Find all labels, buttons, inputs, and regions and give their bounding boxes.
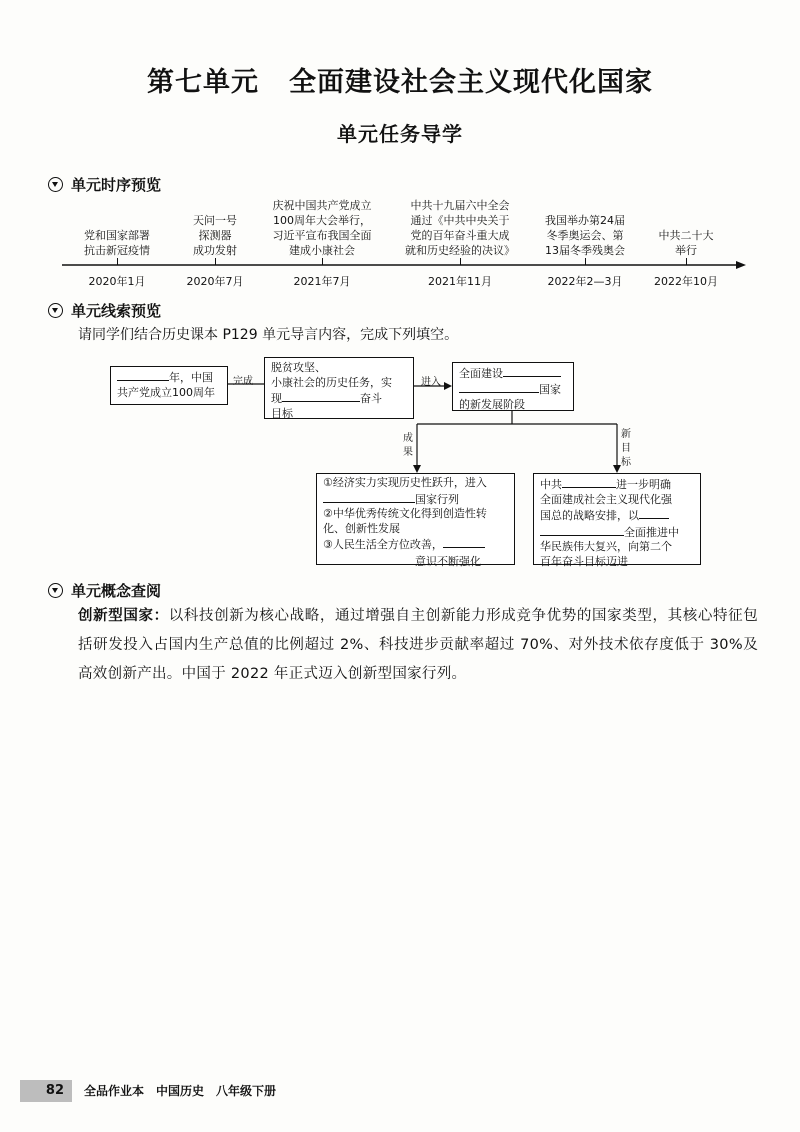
clues-heading-label: 单元线索预览 [71,301,162,320]
fill-blank[interactable] [540,524,624,536]
timeline-event-line: 天问一号 [193,214,237,227]
timeline-heading-label: 单元时序预览 [71,175,162,194]
timeline-event-line: 100周年大会举行， [273,214,371,227]
fill-blank[interactable] [323,553,415,565]
fill-blank[interactable] [443,536,485,548]
fill-blank[interactable] [503,365,561,377]
box-centenary: 年，中国 共产党成立100周年 [110,366,228,405]
timeline-event-line: 我国举办第24届 [545,214,625,227]
concept-term: 创新型国家： [78,608,169,624]
fill-blank[interactable] [639,507,669,519]
timeline-event-line: 中共十九届六中全会 [410,199,510,212]
timeline-date: 2022年2—3月 [547,275,623,288]
timeline-event-line: 举行 [675,244,697,257]
fill-blank[interactable] [562,476,616,488]
timeline-date: 2020年7月 [186,275,244,288]
timeline-event-line: 党的百年奋斗重大成 [410,229,510,242]
timeline-event-line: 13届冬季残奥会 [545,244,625,257]
footer-info [84,1082,288,1099]
concept-paragraph [78,602,758,689]
timeline-event-line: 党和国家部署 [84,229,150,242]
timeline-event-line: 中共二十大 [658,229,714,242]
timeline-event-line: 成功发射 [193,244,237,257]
timeline-date: 2022年10月 [654,275,718,288]
timeline-event-line: 冬季奥运会、第 [546,229,624,242]
concept-heading-label: 单元概念查阅 [71,581,162,600]
box-achievements: ①经济实力实现历史性跃升，进入 国家行列 ②中华优秀传统文化得到创造性转 化、创新性发展 ③人民生活全方位改善， 意识不断强化 [316,473,515,565]
timeline-date: 2021年7月 [293,275,351,288]
footer-book: 全品作业本 [84,1084,145,1098]
footer-grade: 八年级下册 [216,1084,277,1098]
chevron-down-circle-icon [48,583,63,598]
timeline-date: 2020年1月 [88,275,146,288]
timeline-event-line: 庆祝中国共产党成立 [272,199,372,212]
fill-blank[interactable] [117,369,169,381]
footer-subject: 中国历史 [156,1084,205,1098]
fill-blank[interactable] [459,381,539,393]
page-number: 82 [20,1080,72,1102]
fill-blank[interactable] [323,491,415,503]
box-new-goals: 中共 进一步明确 全面建成社会主义现代化强 国总的战略安排，以 全面推进中 华民族伟大复兴，向第二个 百年奋斗目标迈进 [533,473,701,565]
timeline-event-line: 通过《中共中央关于 [410,214,510,227]
branch-label-new-goals: 新目标 [621,429,631,468]
timeline-event-line: 习近平宣布我国全面 [272,229,372,242]
timeline-event-line: 就和历史经验的决议》 [405,244,515,257]
timeline-date: 2021年11月 [428,275,492,288]
box-new-stage: 全面建设 国家 的新发展阶段 [452,362,574,411]
box-poverty-alleviation: 脱贫攻坚、 小康社会的历史任务，实 现 奋斗 目标 [264,357,414,419]
unit-number: 第七单元 [147,67,259,98]
concept-heading [48,580,161,600]
timeline-event-line: 探测器 [198,229,232,242]
unit-name: 全面建设社会主义现代化国家 [289,67,653,98]
arrow-label-enter: 进入 [421,377,441,388]
arrow-label-complete: 完成 [233,376,253,387]
branch-label-results: 成果 [403,433,413,458]
timeline-event-line: 抗击新冠疫情 [84,244,150,257]
clues-instruction: 请同学们结合历史课本 P129 单元导言内容，完成下列填空。 [78,327,459,343]
concept-text: 以科技创新为核心战略，通过增强自主创新能力形成竞争优势的国家类型，其核心特征包括研发投入占国内生产总值的比例超过 2%、科技进步贡献率超过 70%、对外技术依存度低于 30%及高效创新产出。中国于 2022 年正式迈入创新型国家行列。 [78,608,758,682]
timeline-event-line: 建成小康社会 [289,244,355,257]
fill-blank[interactable] [282,390,360,402]
page-subtitle: 单元任务导学 [337,122,463,146]
